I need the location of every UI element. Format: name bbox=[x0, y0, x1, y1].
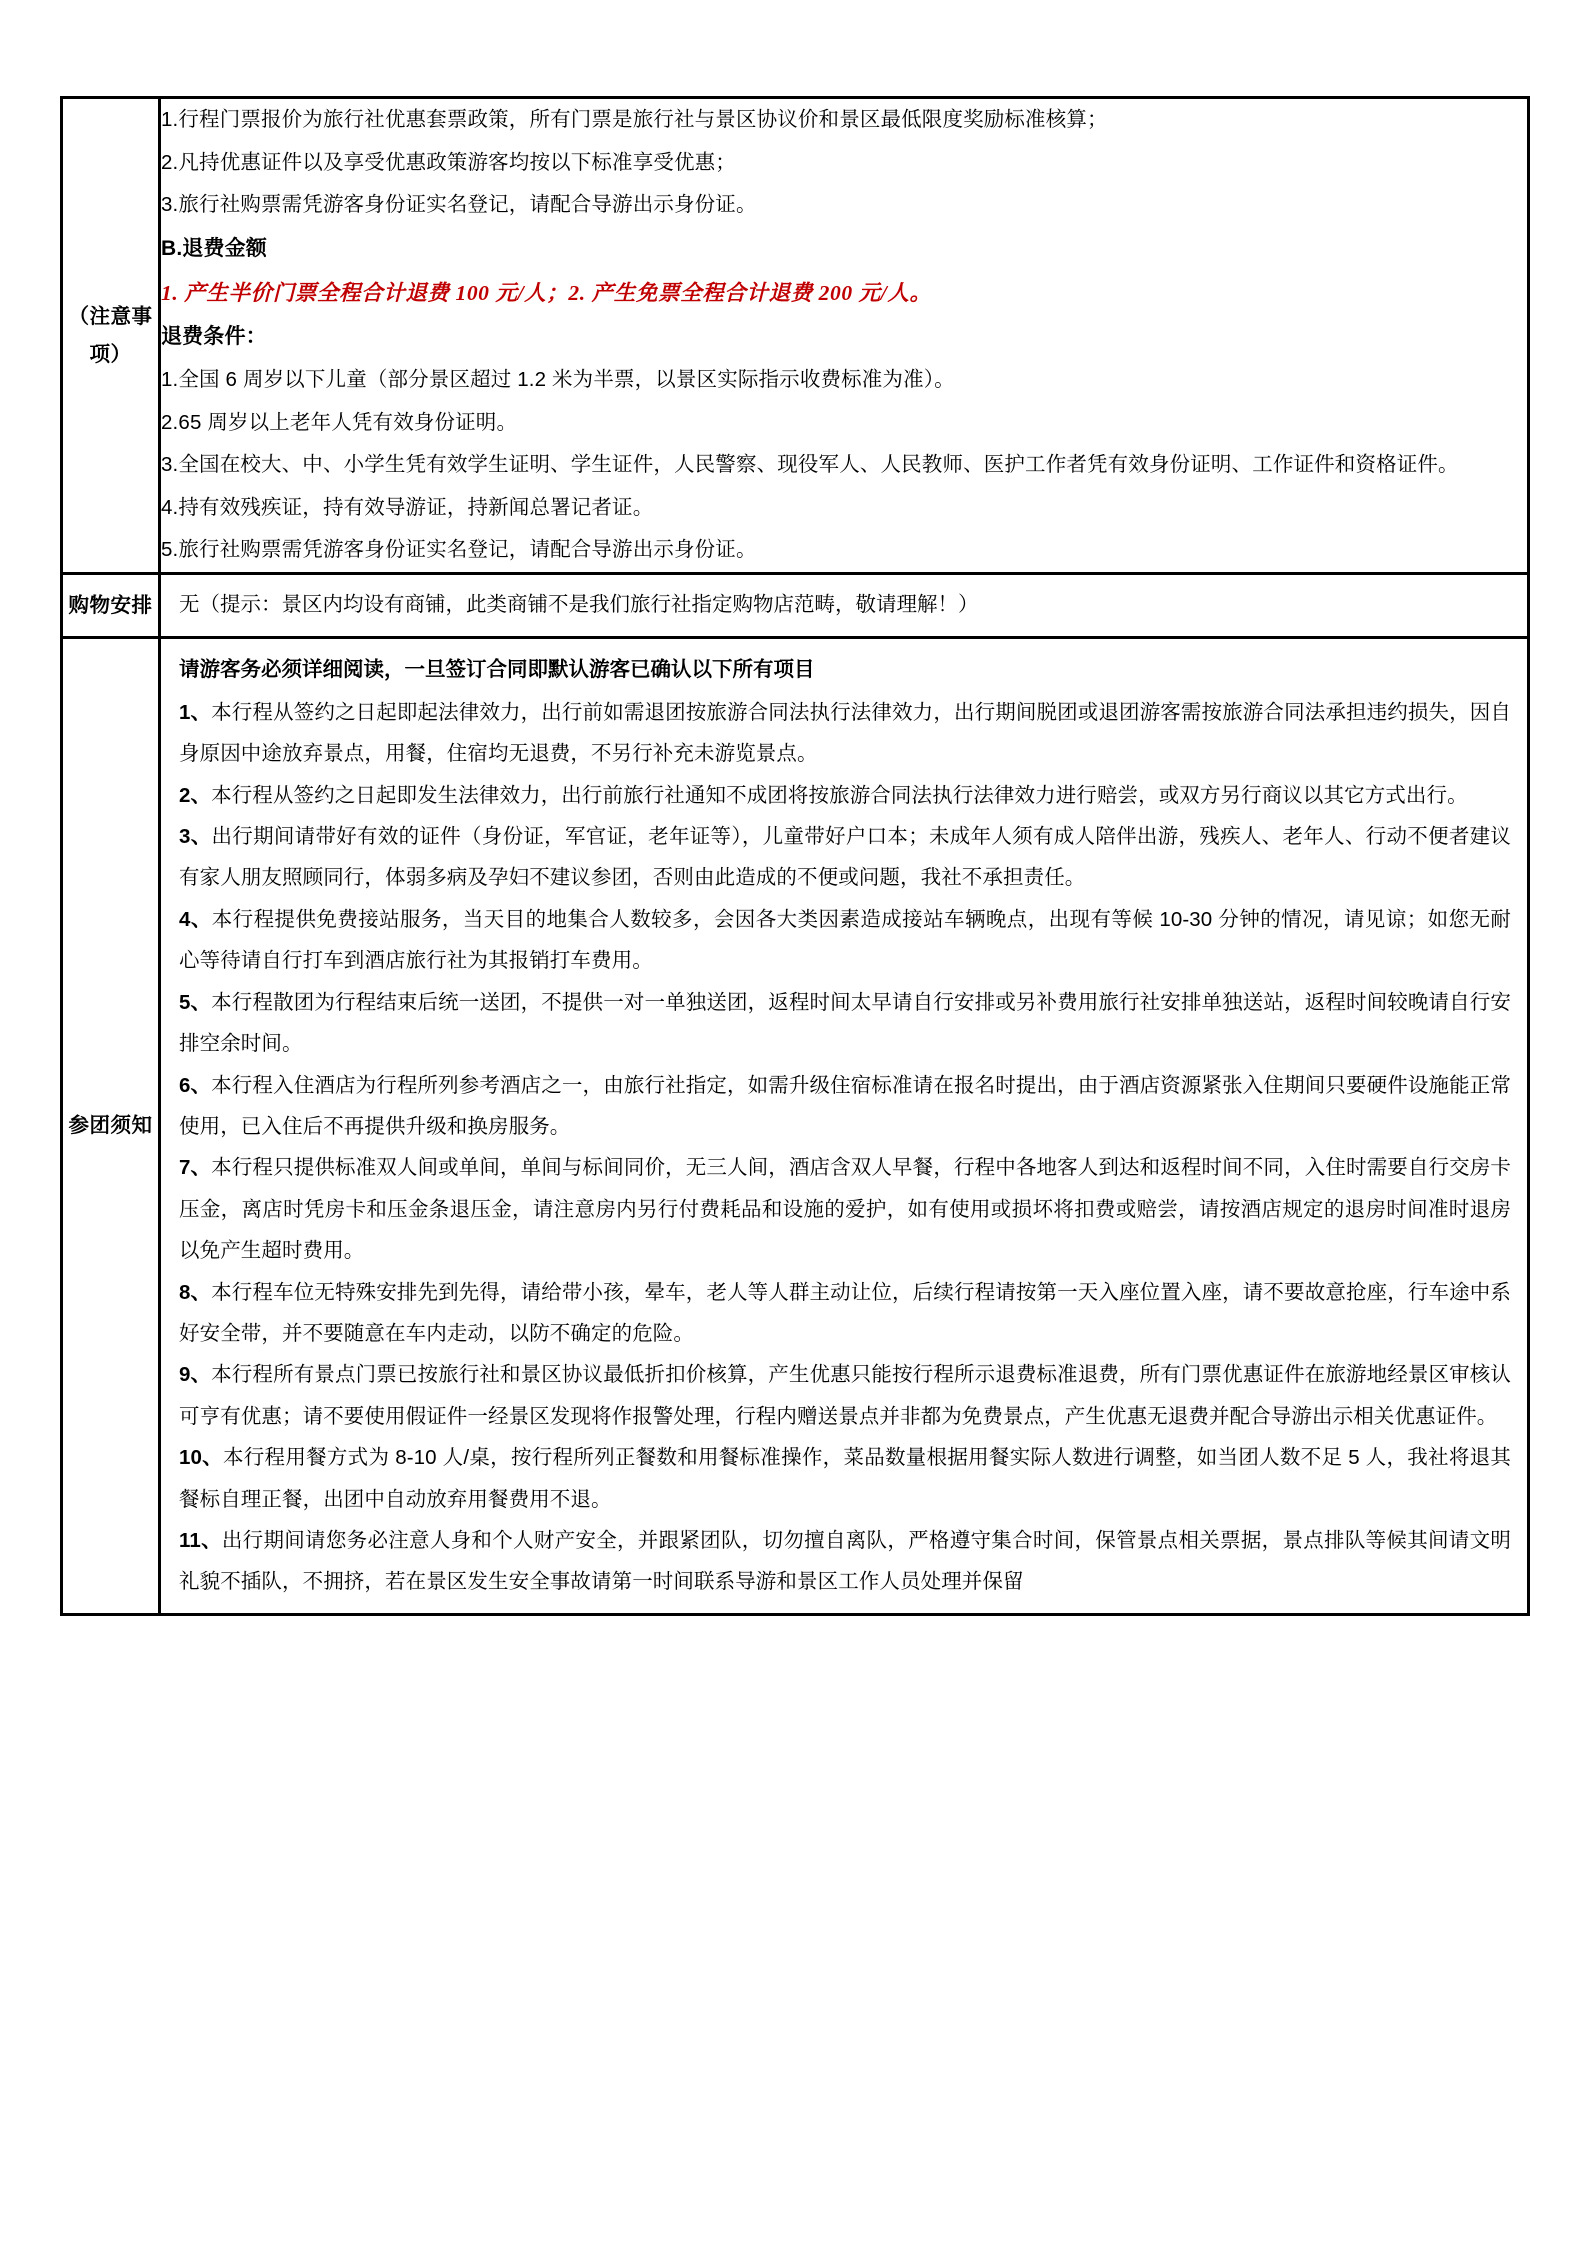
row-label-line: 参团须知 bbox=[68, 1113, 153, 1137]
participation-note-8 bbox=[179, 1272, 1511, 1355]
participation-note-2 bbox=[179, 775, 1511, 816]
note-number: 4、 bbox=[179, 907, 212, 931]
table-row bbox=[62, 574, 1529, 638]
note-text: 本行程用餐方式为 8-10 人/桌，按行程所列正餐数和用餐标准操作，菜品数量根据用餐实际人数进行调整，如当团人数不足 5 人，我社将退其餐标自理正餐，出团中自动放弃用餐费用不退。 bbox=[179, 1446, 1511, 1511]
note-number: 5、 bbox=[179, 990, 212, 1014]
note-text: 出行期间请您务必注意人身和个人财产安全，并跟紧团队，切勿擅自离队，严格遵守集合时间，保管景点相关票据，景点排队等候其间请文明礼貌不插队，不拥挤，若在景区发生安全事故请第一时间联系导游和景区工作人员处理并保留 bbox=[179, 1528, 1511, 1594]
row-label-participation-notes bbox=[62, 637, 160, 1614]
participation-note-11 bbox=[179, 1520, 1511, 1603]
note-number: 6、 bbox=[179, 1073, 212, 1097]
participation-note-5 bbox=[179, 982, 1511, 1065]
note-text: 本行程所有景点门票已按旅行社和景区协议最低折扣价核算，产生优惠只能按行程所示退费标准退费，所有门票优惠证件在旅游地经景区审核认可亨有优惠；请不要使用假证件一经景区发现将作报警处理，行程内赠送景点并非都为免费景点，产生优惠无退费并配合导游出示相关优惠证件。 bbox=[179, 1363, 1511, 1428]
note-text: 本行程只提供标准双人间或单间，单间与标间同价，无三人间，酒店含双人早餐，行程中各地客人到达和返程时间不同，入住时需要自行交房卡压金，离店时凭房卡和压金条退压金，请注意房内另行付费耗品和设施的爱护，如有使用或损坏将扣费或赔尝，请按酒店规定的退房时间准时退房以免产生超时费用。 bbox=[179, 1156, 1511, 1263]
participation-note-4 bbox=[179, 899, 1511, 982]
note-number: 9、 bbox=[179, 1363, 212, 1387]
table-row bbox=[62, 98, 1529, 574]
refund-condition-4: 4.持有效残疾证，持有效导游证，持新闻总署记者证。 bbox=[161, 495, 654, 519]
table-row bbox=[62, 637, 1529, 1614]
note-number: 7、 bbox=[179, 1156, 212, 1180]
row-body-notice bbox=[160, 98, 1529, 574]
refund-condition-3: 3.全国在校大、中、小学生凭有效学生证明、学生证件，人民警察、现役军人、人民教师、医护工作者凭有效身份证明、工作证件和资格证件。 bbox=[161, 453, 1459, 477]
note-number: 11、 bbox=[179, 1528, 222, 1552]
row-body-shopping bbox=[160, 574, 1529, 638]
note-number: 1、 bbox=[179, 700, 212, 724]
row-label-notice bbox=[62, 98, 160, 574]
participation-note-1 bbox=[179, 692, 1511, 775]
row-label-line: 购物安排 bbox=[68, 593, 153, 617]
row-label-line: 项） bbox=[89, 342, 132, 366]
note-text: 本行程从签约之日起即发生法律效力，出行前旅行社通知不成团将按旅游合同法执行法律效力进行赔尝，或双方另行商议以其它方式出行。 bbox=[211, 783, 1468, 807]
note-text: 本行程从签约之日起即起法律效力，出行前如需退团按旅游合同法执行法律效力，出行期间脱团或退团游客需按旅游合同法承担违约损失，因自身原因中途放弃景点，用餐，住宿均无退费，不另行补充未游览景点。 bbox=[179, 700, 1511, 766]
notice-item-3: 3.旅行社购票需凭游客身份证实名登记，请配合导游出示身份证。 bbox=[161, 193, 757, 217]
shopping-arrangement-text: 无（提示：景区内均设有商铺，此类商铺不是我们旅行社指定购物店范畴，敬请理解！） bbox=[179, 593, 979, 617]
refund-conditions-heading: 退费条件： bbox=[161, 325, 267, 349]
note-number: 10、 bbox=[179, 1446, 223, 1470]
refund-condition-1: 1.全国 6 周岁以下儿童（部分景区超过 1.2 米为半票，以景区实际指示收费标准为准）。 bbox=[161, 367, 955, 391]
note-text: 出行期间请带好有效的证件（身份证，军官证，老年证等），儿童带好户口本；未成年人须有成人陪伴出游，残疾人、老年人、行动不便者建议有家人朋友照顾同行，体弱多病及孕妇不建议参团，否则由此造成的不便或问题，我社不承担责任。 bbox=[179, 825, 1512, 890]
note-number: 8、 bbox=[179, 1280, 212, 1304]
row-label-shopping bbox=[62, 574, 160, 638]
note-text: 本行程散团为行程结束后统一送团，不提供一对一单独送团，返程时间太早请自行安排或另补费用旅行社安排单独送站，返程时间较晚请自行安排空余时间。 bbox=[179, 990, 1511, 1056]
note-text: 本行程车位无特殊安排先到先得，请给带小孩，晕车，老人等人群主动让位，后续行程请按第一天入座位置入座，请不要故意抢座，行车途中系好安全带，并不要随意在车内走动，以防不确定的危险。 bbox=[179, 1280, 1511, 1345]
refund-condition-2: 2.65 周岁以上老年人凭有效身份证明。 bbox=[161, 410, 518, 434]
note-number: 2、 bbox=[179, 783, 212, 807]
row-label-line: （注意事 bbox=[68, 304, 153, 328]
participation-note-7 bbox=[179, 1147, 1511, 1271]
note-text: 本行程提供免费接站服务，当天目的地集合人数较多，会因各大类因素造成接站车辆晚点，出现有等候 10-30 分钟的情况，请见谅；如您无耐心等待请自行打车到酒店旅行社为其报销打车费用。 bbox=[179, 907, 1511, 973]
participation-note-10 bbox=[179, 1437, 1511, 1520]
note-number: 3、 bbox=[179, 825, 212, 849]
terms-table bbox=[60, 96, 1530, 1616]
row-body-participation-notes bbox=[160, 637, 1529, 1614]
participation-notes-title: 请游客务必须详细阅读，一旦签订合同即默认游客已确认以下所有项目 bbox=[179, 657, 815, 681]
refund-amount-heading: B.退费金额 bbox=[161, 236, 267, 260]
notice-item-2: 2.凡持优惠证件以及享受优惠政策游客均按以下标准享受优惠； bbox=[161, 150, 736, 174]
participation-note-9 bbox=[179, 1354, 1511, 1437]
refund-condition-5: 5.旅行社购票需凭游客身份证实名登记，请配合导游出示身份证。 bbox=[161, 538, 757, 562]
participation-note-3 bbox=[179, 816, 1511, 899]
refund-amount-highlight: 1. 产生半价门票全程合计退费 100 元/人；2. 产生免票全程合计退费 200 元/人。 bbox=[161, 280, 932, 305]
notice-item-1: 1.行程门票报价为旅行社优惠套票政策，所有门票是旅行社与景区协议价和景区最低限度奖励标准核算； bbox=[161, 108, 1108, 131]
participation-note-6 bbox=[179, 1065, 1511, 1148]
note-text: 本行程入住酒店为行程所列参考酒店之一，由旅行社指定，如需升级住宿标准请在报名时提出，由于酒店资源紧张入住期间只要硬件设施能正常使用，已入住后不再提供升级和换房服务。 bbox=[179, 1073, 1511, 1138]
